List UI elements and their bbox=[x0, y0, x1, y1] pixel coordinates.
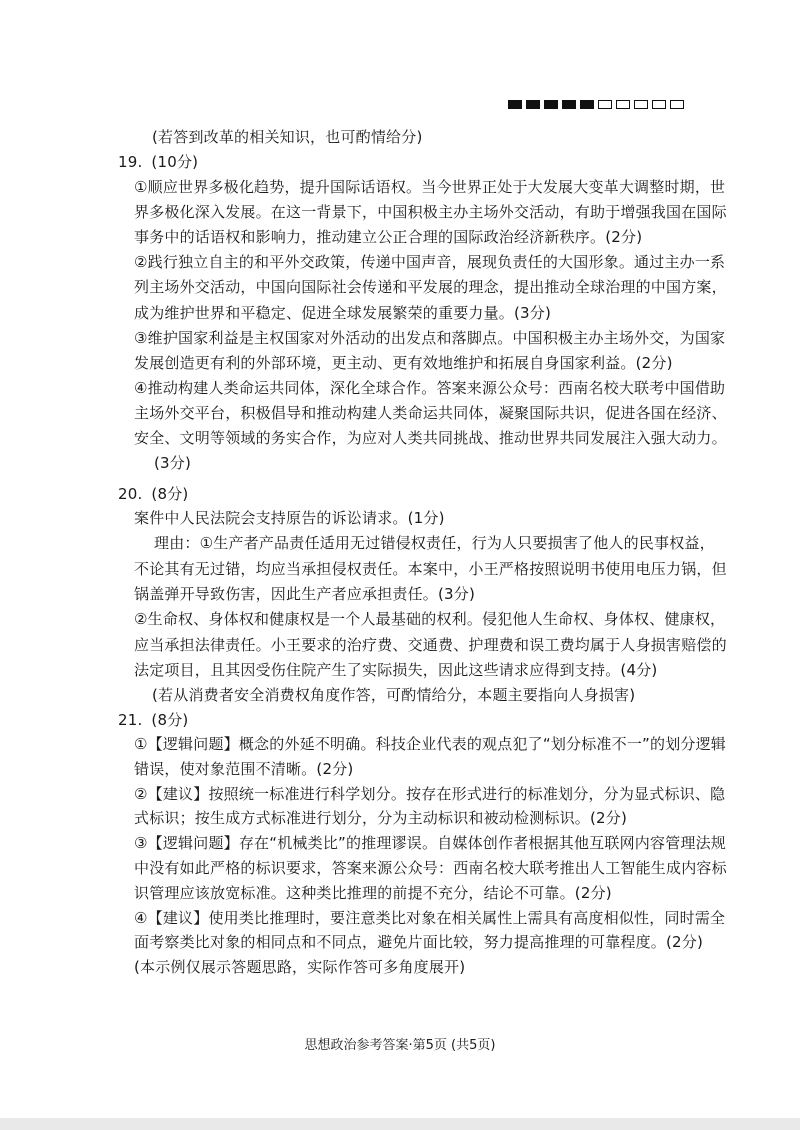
answer-line: 发展创造更有利的外部环境，更主动、更有效地维护和拓展自身国家利益。(2分) bbox=[134, 354, 673, 372]
empty-square-icon bbox=[598, 100, 612, 109]
question-score: (8分) bbox=[146, 711, 189, 729]
empty-square-icon bbox=[634, 100, 648, 109]
answer-line: ③【逻辑问题】存在“机械类比”的推理谬误。自媒体创作者根据其他互联网内容管理法规 bbox=[134, 834, 726, 852]
question-20-header bbox=[118, 484, 189, 504]
question-number: 21. bbox=[118, 711, 143, 729]
scan-edge bbox=[0, 1118, 800, 1130]
header-progress-marks bbox=[508, 100, 684, 109]
answer-line: 安全、文明等领域的务实合作，为应对人类共同挑战、推动世界共同发展注入强大动力。 bbox=[134, 429, 727, 447]
empty-square-icon bbox=[616, 100, 630, 109]
answer-line: 应当承担法律责任。小王要求的治疗费、交通费、护理费和误工费均属于人身损害赔偿的 bbox=[134, 636, 727, 654]
answer-line: 式标识；按生成方式标准进行划分，分为主动标识和被动检测标识。(2分) bbox=[134, 809, 628, 827]
answer-line: ④【建议】使用类比推理时，要注意类比对象在相关属性上需具有高度相似性，同时需全 bbox=[134, 909, 726, 927]
empty-square-icon bbox=[652, 100, 666, 109]
answer-line: ②生命权、身体权和健康权是一个人最基础的权利。侵犯他人生命权、身体权、健康权， bbox=[134, 610, 726, 628]
filled-square-icon bbox=[562, 100, 576, 109]
answer-line: (若从消费者安全消费权角度作答，可酌情给分，本题主要指向人身损害) bbox=[152, 686, 636, 704]
answer-line: ①顺应世界多极化趋势，提升国际话语权。当今世界正处于大发展大变革大调整时期，世 bbox=[134, 178, 726, 196]
answer-line: 错误，使对象范围不清晰。(2分) bbox=[134, 760, 354, 778]
question-number: 20. bbox=[118, 485, 143, 503]
answer-line: ③维护国家利益是主权国家对外活动的出发点和落脚点。中国积极主办主场外交，为国家 bbox=[134, 329, 726, 347]
answer-line: 列主场外交活动，中国向国际社会传递和平发展的理念，提出推动全球治理的中国方案， bbox=[134, 278, 727, 296]
answer-line: ②【建议】按照统一标准进行科学划分。按存在形式进行的标准划分，分为显式标识、隐 bbox=[134, 785, 726, 803]
answer-line: 成为维护世界和平稳定、促进全球发展繁荣的重要力量。(3分) bbox=[134, 304, 552, 322]
question-score: (8分) bbox=[146, 485, 189, 503]
answer-line: 不论其有无过错，均应当承担侵权责任。本案中，小王严格按照说明书使用电压力锅，但 bbox=[134, 560, 727, 578]
answer-line: 界多极化深入发展。在这一背景下，中国积极主办主场外交活动，有助于增强我国在国际 bbox=[134, 203, 727, 221]
answer-line: 主场外交平台，积极倡导和推动构建人类命运共同体，凝聚国际共识，促进各国在经济、 bbox=[134, 404, 727, 422]
answer-line: (本示例仅展示答题思路，实际作答可多角度展开) bbox=[134, 958, 466, 976]
answer-line: 锅盖弹开导致伤害，因此生产者应承担责任。(3分) bbox=[134, 585, 476, 603]
empty-square-icon bbox=[670, 100, 684, 109]
answer-line: 面考察类比对象的相同点和不同点，避免片面比较，努力提高推理的可靠程度。(2分) bbox=[134, 933, 704, 951]
filled-square-icon bbox=[544, 100, 558, 109]
grading-note: (若答到改革的相关知识，也可酌情给分) bbox=[152, 128, 423, 146]
answer-line: 案件中人民法院会支持原告的诉讼请求。(1分) bbox=[134, 509, 445, 527]
answer-line: 法定项目，且其因受伤住院产生了实际损失，因此这些请求应得到支持。(4分) bbox=[134, 661, 658, 679]
question-19-header bbox=[118, 152, 198, 172]
filled-square-icon bbox=[508, 100, 522, 109]
answer-line: 事务中的话语权和影响力，推动建立公正合理的国际政治经济新秩序。(2分) bbox=[134, 228, 643, 246]
answer-line: (3分) bbox=[154, 454, 192, 472]
answer-line: 识管理应该放宽标准。这种类比推理的前提不充分，结论不可靠。(2分) bbox=[134, 884, 612, 902]
question-number: 19. bbox=[118, 153, 143, 171]
answer-line: ②践行独立自主的和平外交政策，传递中国声音，展现负责任的大国形象。通过主办一系 bbox=[134, 253, 726, 271]
filled-square-icon bbox=[526, 100, 540, 109]
answer-line: ①【逻辑问题】概念的外延不明确。科技企业代表的观点犯了“划分标准不一”的划分逻辑 bbox=[134, 735, 726, 753]
answer-line: ④推动构建人类命运共同体，深化全球合作。答案来源公众号：西南名校大联考中国借助 bbox=[134, 379, 726, 397]
filled-square-icon bbox=[580, 100, 594, 109]
question-score: (10分) bbox=[146, 153, 199, 171]
page-footer: 思想政治参考答案·第5页 (共5页) bbox=[304, 1038, 496, 1053]
answer-line: 中没有如此严格的标识要求，答案来源公众号：西南名校大联考推出人工智能生成内容标 bbox=[134, 859, 727, 877]
answer-line: 理由：①生产者产品责任适用无过错侵权责任，行为人只要损害了他人的民事权益， bbox=[154, 534, 715, 552]
question-21-header bbox=[118, 710, 189, 730]
